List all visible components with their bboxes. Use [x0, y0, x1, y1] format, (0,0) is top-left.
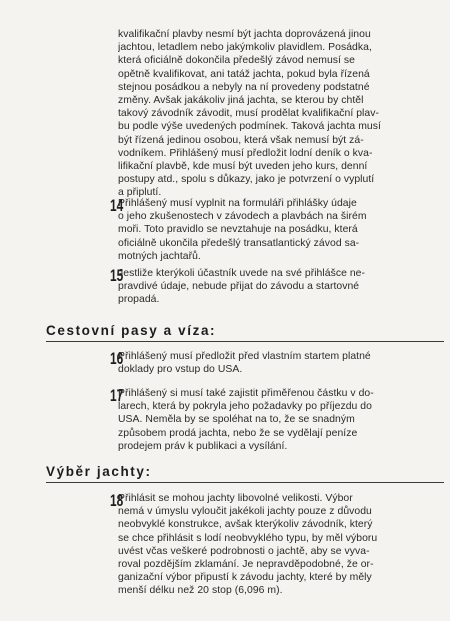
text-line: Přihlášený si musí také zajistit přiměřenou částku v do-: [118, 388, 374, 399]
rule-15-paragraph: [118, 267, 438, 307]
text-line: prodejem práv k publikaci a vysílání.: [118, 440, 288, 452]
text-line: Přihlásit se mohou jachty libovolné velikosti. Výbor: [118, 493, 353, 504]
text-line: se chce přihlásit s lodí neobvyklého typu, by měl výboru: [118, 532, 378, 544]
text-line: která oficiálně dokončila předešlý závod nemusí se: [118, 55, 355, 67]
text-line: takový závodník závodit, musí prodělat kvalifikační plav-: [118, 108, 380, 120]
text-line: být řízená jedinou osobou, která však nemusí být zá-: [118, 134, 364, 146]
text-line: o jeho zkušenostech v závodech a plavbách na širém: [118, 211, 367, 223]
text-line: neobvyklé konstrukce, avšak kterýkoliv závodník, který: [118, 519, 373, 531]
section-heading-yacht-selection: Výběr jachty:: [46, 464, 152, 479]
text-line: bu podle výše uvedených podmínek. Taková jachta musí: [118, 121, 381, 133]
text-line: změny. Avšak jakákoliv jiná jachta, se kterou by chtěl: [118, 95, 364, 107]
rule-17-paragraph: [118, 387, 438, 453]
text-line: Jestliže kterýkoli účastník uvede na své přihlášce ne-: [118, 268, 365, 279]
text-line: USA. Neměla by se spoléhat na to, že se snadným: [118, 414, 355, 426]
section-divider: [46, 341, 444, 342]
text-line: doklady pro vstup do USA.: [118, 364, 243, 376]
text-line: vodníkem. Přihlášený musí předložit lodní deník o kva-: [118, 147, 373, 159]
rule-number-14: 14: [110, 196, 124, 215]
section-heading-passports: Cestovní pasy a víza:: [46, 323, 217, 338]
text-line: menší délku než 20 stop (6,096 m).: [118, 585, 283, 597]
rule-16-paragraph: [118, 350, 438, 376]
text-line: kvalifikační plavby nesmí být jachta doprovázená jinou: [118, 29, 371, 40]
rule-number-18: 18: [110, 491, 124, 510]
text-line: opětně kvalifikovat, ani tatáž jachta, pokud byla řízená: [118, 68, 370, 80]
intro-paragraph: [118, 28, 438, 200]
text-line: nemá v úmyslu vyloučit jakékoli jachty pouze z důvodu: [118, 506, 372, 518]
text-line: uvést včas veškeré podrobnosti o jachtě, aby se vyva-: [118, 545, 370, 557]
section-divider: [46, 482, 444, 483]
text-line: stejnou posádkou a nebyly na ní provedeny podstatné: [118, 81, 370, 93]
text-line: pravdivé údaje, nebude přijat do závodu a startovné: [118, 281, 360, 293]
text-line: roval pozdějším zklamání. Je nepravděpodobné, že or-: [118, 559, 374, 571]
text-line: jachtou, letadlem nebo jakýmkoliv plavidlem. Posádka,: [118, 42, 372, 54]
text-line: postupy atd., spolu s důkazy, jako je potvrzení o vyplutí: [118, 174, 375, 186]
rule-number-17: 17: [110, 386, 124, 405]
text-line: způsobem prodá jachta, nebo že se vydělají peníze: [118, 427, 358, 439]
text-line: Přihlášený musí předložit před vlastním startem platné: [118, 351, 371, 362]
rule-18-paragraph: [118, 492, 438, 598]
rule-number-15: 15: [110, 266, 124, 285]
text-line: motných jachtařů.: [118, 250, 201, 262]
text-line: a připlutí.: [118, 187, 162, 199]
text-line: moři. Toto pravidlo se nevztahuje na posádku, která: [118, 224, 358, 236]
rule-number-16: 16: [110, 349, 124, 368]
text-line: oficiálně ukončila předešlý transatlantický závod sa-: [118, 237, 360, 249]
rule-14-paragraph: [118, 197, 438, 263]
text-line: lifikační plavbě, kde musí být uveden jeho kurs, denní: [118, 161, 368, 173]
text-line: propadá.: [118, 294, 160, 306]
text-line: larech, která by pokryla jeho požadavky po příjezdu do: [118, 401, 372, 413]
text-line: ganizační výbor připustí k závodu jachty, které by měly: [118, 572, 372, 584]
text-line: Přihlášený musí vyplnit na formuláři přihlášky údaje: [118, 198, 357, 209]
